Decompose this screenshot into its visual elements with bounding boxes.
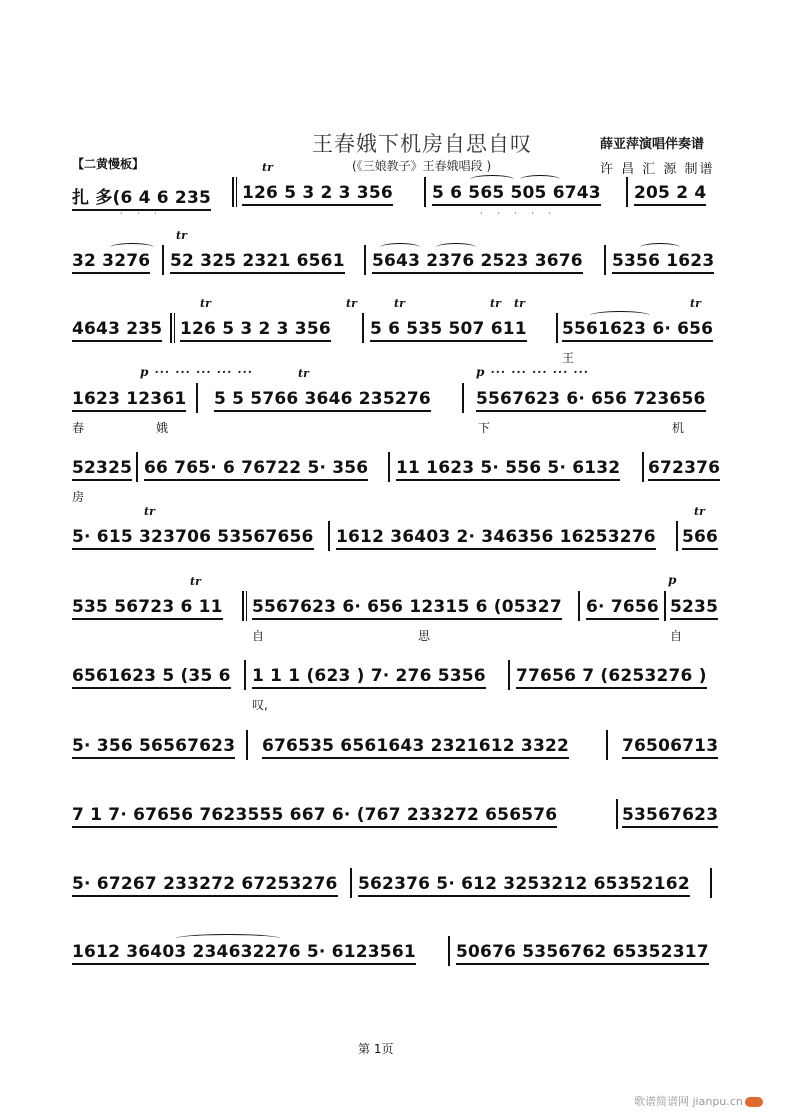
measure: 5 6 535 507 611 (370, 319, 527, 339)
measure: 5 5 5766 3646 235276 (214, 389, 431, 409)
measure: 5643 2376 2523 3676 (372, 251, 583, 271)
measure: 7 1 7· 67656 7623555 667 6· (767 233272 656576 (72, 805, 557, 825)
measure: 76506713 (622, 736, 718, 756)
measure: 5 6 565 505 6743 (432, 183, 601, 203)
barline (448, 936, 450, 966)
lyric: 下 (478, 421, 491, 435)
trill-mark: tr (490, 297, 501, 310)
trill-mark: tr (694, 505, 705, 518)
score-row (0, 229, 790, 291)
lyric: 娥 (156, 421, 169, 435)
measure: 1 1 1 (623 ) 7· 276 5356 (252, 666, 486, 686)
lyric: 思 (418, 629, 431, 643)
lyric: 机 (672, 421, 685, 435)
measure: 1623 12361 (72, 389, 186, 409)
measure: 77656 7 (6253276 ) (516, 666, 707, 686)
measure: 11 1623 5· 556 5· 6132 (396, 458, 620, 478)
measure: 1612 36403 234632276 5· 6123561 (72, 942, 416, 962)
trill-mark: tr (176, 229, 187, 242)
barline (642, 452, 644, 482)
score-row (0, 297, 790, 365)
measure: 6· 7656 (586, 597, 659, 617)
barline (170, 313, 175, 343)
lyric: 王 (562, 351, 575, 365)
barline (136, 452, 138, 482)
barline (462, 383, 464, 413)
lyric: 叹, (252, 698, 268, 712)
page-number: 第 1页 (358, 1042, 394, 1056)
measure: 扎 多(6 4 6 235 (72, 183, 211, 208)
barline (362, 313, 364, 343)
measure: 53567623 (622, 805, 718, 825)
score-row (0, 942, 790, 982)
measure: 50676 5356762 65352317 (456, 942, 709, 962)
barline (556, 313, 558, 343)
measure: 5· 615 323706 53567656 (72, 527, 314, 547)
trill-mark: tr (514, 297, 525, 310)
measure: 126 5 3 2 3 356 (242, 183, 393, 203)
measure: 5356 1623 (612, 251, 714, 271)
score-row (0, 365, 790, 435)
lyric: 自 (252, 629, 265, 643)
barline (616, 799, 618, 829)
measure: 5561623 6· 656 (562, 319, 713, 339)
score-row (0, 505, 790, 567)
trill-mark: tr (200, 297, 211, 310)
barline (664, 591, 666, 621)
score-row (0, 874, 790, 914)
barline (350, 868, 352, 898)
measure: 205 2 4 (634, 183, 706, 203)
measure: 672376 (648, 458, 720, 478)
barline (606, 730, 608, 760)
score-title: 王春娥下机房自思自叹 (312, 132, 532, 156)
barline (626, 177, 628, 207)
trill-mark: tr (190, 575, 201, 588)
measure: 66 765· 6 76722 5· 356 (144, 458, 368, 478)
barline (364, 245, 366, 275)
barline (244, 660, 246, 690)
tempo-marking: 【二黄慢板】 (72, 157, 145, 171)
barline (246, 730, 248, 760)
measure: 32 3276 (72, 251, 150, 271)
lyric: 自 (670, 629, 683, 643)
trill-mark: tr (298, 367, 309, 380)
measure: 5567623 6· 656 12315 6 (05327 (252, 597, 562, 617)
barline (388, 452, 390, 482)
barline (196, 383, 198, 413)
measure: 4643 235 (72, 319, 162, 339)
measure: 1612 36403 2· 346356 16253276 (336, 527, 656, 547)
dynamic-mark: p ··· ··· ··· ··· ··· (476, 365, 589, 379)
barline (232, 177, 237, 207)
score-subtitle: (《三娘教子》王春娥唱段 ) (352, 159, 492, 173)
barline (328, 521, 330, 551)
trill-mark: tr (262, 161, 273, 174)
measure: 126 5 3 2 3 356 (180, 319, 331, 339)
measure: 52 325 2321 6561 (170, 251, 345, 271)
score-row (0, 805, 790, 845)
measure: 562376 5· 612 3253212 65352162 (358, 874, 690, 894)
lyric: 春 (72, 421, 85, 435)
barline (162, 245, 164, 275)
measure: 676535 6561643 2321612 3322 (262, 736, 569, 756)
barline (242, 591, 247, 621)
octave-dots: · · · · · (480, 209, 557, 218)
barline (604, 245, 606, 275)
trill-mark: tr (394, 297, 405, 310)
measure: 5235 (670, 597, 718, 617)
score-row (0, 666, 790, 712)
barline (578, 591, 580, 621)
measure: 566 (682, 527, 718, 547)
score-row (0, 573, 790, 643)
barline (710, 868, 712, 898)
trill-mark: tr (690, 297, 701, 310)
measure: 52325 (72, 458, 132, 478)
barline (508, 660, 510, 690)
measure: 5567623 6· 656 723656 (476, 389, 706, 409)
site-logo-icon (745, 1097, 763, 1107)
arranger-credit: 薛亚萍演唱伴奏谱 (600, 137, 705, 152)
measure: 535 56723 6 11 (72, 597, 223, 617)
measure: 6561623 5 (35 6 (72, 666, 231, 686)
dynamic-mark: p ··· ··· ··· ··· ··· (140, 365, 253, 379)
octave-dots: · · · (120, 209, 163, 218)
barline (676, 521, 678, 551)
trill-mark: tr (144, 505, 155, 518)
measure: 5· 356 56567623 (72, 736, 235, 756)
barline (424, 177, 426, 207)
measure: 5· 67267 233272 67253276 (72, 874, 338, 894)
lyric: 房 (72, 490, 85, 504)
score-row (0, 458, 790, 504)
watermark: 歌谱简谱网 jianpu.cn (634, 1093, 763, 1109)
maker-credit: 许 昌 汇 源 制谱 (600, 162, 715, 177)
dynamic-mark: p (668, 573, 678, 587)
score-row (0, 736, 790, 776)
trill-mark: tr (346, 297, 357, 310)
